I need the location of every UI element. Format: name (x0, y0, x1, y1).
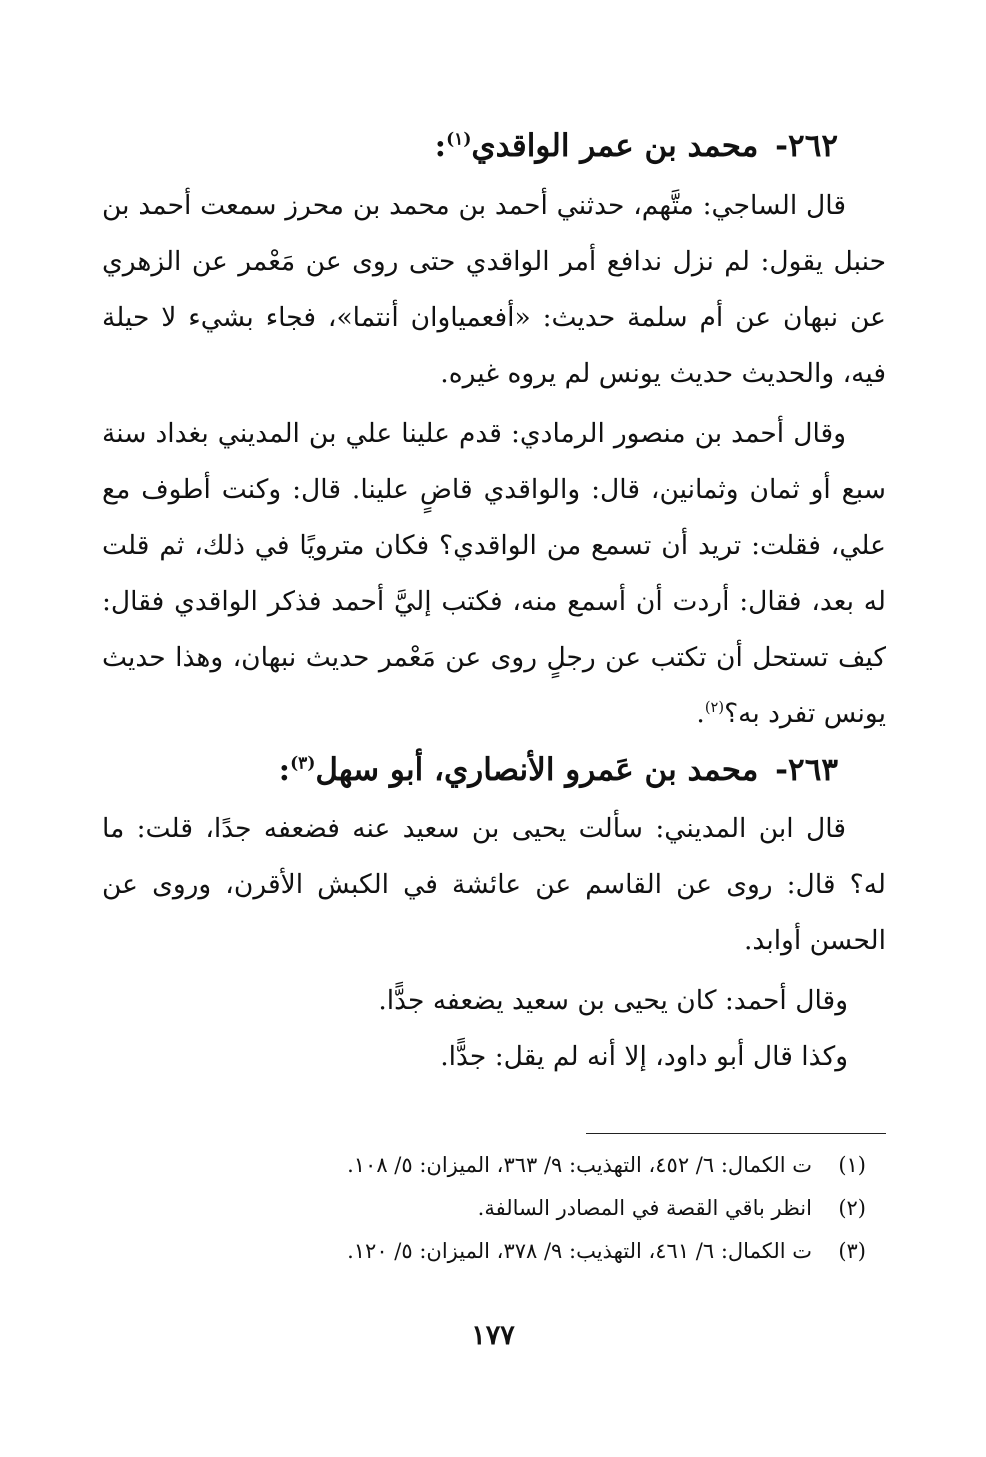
entry-number: ٢٦٢- (775, 128, 838, 164)
footnote-number: (٣) (838, 1239, 866, 1264)
entry-number: ٢٦٣- (775, 751, 838, 788)
footnote-ref: (٣) (290, 753, 316, 774)
title-colon: : (278, 751, 291, 788)
entry-name: محمد بن عمر الواقدي (471, 128, 759, 164)
footnotes (102, 1144, 886, 1273)
entry-name: محمد بن عَمرو الأنصاري، أبو سهل (315, 751, 759, 788)
indented-line: وقال أحمد: كان يحيى بن سعيد يضعفه جدًّا. (378, 985, 848, 1017)
paragraph-end: . (696, 697, 705, 729)
footnote-text: انظر باقي القصة في المصادر السالفة. (477, 1196, 812, 1221)
footnote-number: (٢) (838, 1196, 866, 1221)
footnote-number: (١) (838, 1153, 866, 1178)
indented-line: وكذا قال أبو داود، إلا أنه لم يقل: جدًّا. (440, 1041, 848, 1073)
title-colon: : (434, 128, 447, 164)
footnote (102, 1187, 866, 1230)
footnote-text: ت الكمال: ٦/ ٤٥٢، التهذيب: ٩/ ٣٦٣، الميزان: ٥/ ١٠٨. (347, 1153, 812, 1178)
footnote-ref: (٢) (704, 698, 725, 716)
footnote (102, 1230, 866, 1273)
paragraph: قال الساجي: متَّهم، حدثني أحمد بن محمد بن محرز سمعت أحمد بن حنبل يقول: لم نزل ندافع أمر الواقدي حتى روى عن مَعْمر عن الزهري عن نبهان عن أم سلمة حديث: «أفعمياوان أنتما»، فجاء بشيء لا حيلة فيه، والحديث حديث يونس لم يروه غيره. (102, 189, 886, 389)
footnote (102, 1144, 866, 1187)
entry-title-262 (102, 122, 838, 172)
entry-title-263 (102, 746, 838, 796)
page-number: ١٧٧ (471, 1320, 515, 1351)
paragraph: قال ابن المديني: سألت يحيى بن سعيد عنه فضعفه جدًا، قلت: ما له؟ قال: روى عن القاسم عن عائشة في الكبش الأقرن، وروى عن الحسن أوابد. (102, 813, 886, 957)
footnote-divider (586, 1133, 886, 1134)
paragraph (102, 406, 886, 742)
paragraph-text: وقال أحمد بن منصور الرمادي: قدم علينا علي بن المديني بغداد سنة سبع أو ثمان وثمانين، قال: والواقدي قاضٍ علينا. قال: وكنت أطوف مع علي، فقلت: تريد أن تسمع من الواقدي؟ فكان مترويًا في ذلك، ثم قلت له بعد، فقال: أردت أن أسمع منه، فكتب إليَّ أحمد فذكر الواقدي فقال: كيف تستحل أن تكتب عن رجلٍ روى عن مَعْمر حديث نبهان، وهذا حديث يونس تفرد به؟ (102, 417, 886, 729)
footnote-text: ت الكمال: ٦/ ٤٦١، التهذيب: ٩/ ٣٧٨، الميزان: ٥/ ١٢٠. (347, 1239, 812, 1264)
footnote-ref: (١) (446, 129, 472, 150)
